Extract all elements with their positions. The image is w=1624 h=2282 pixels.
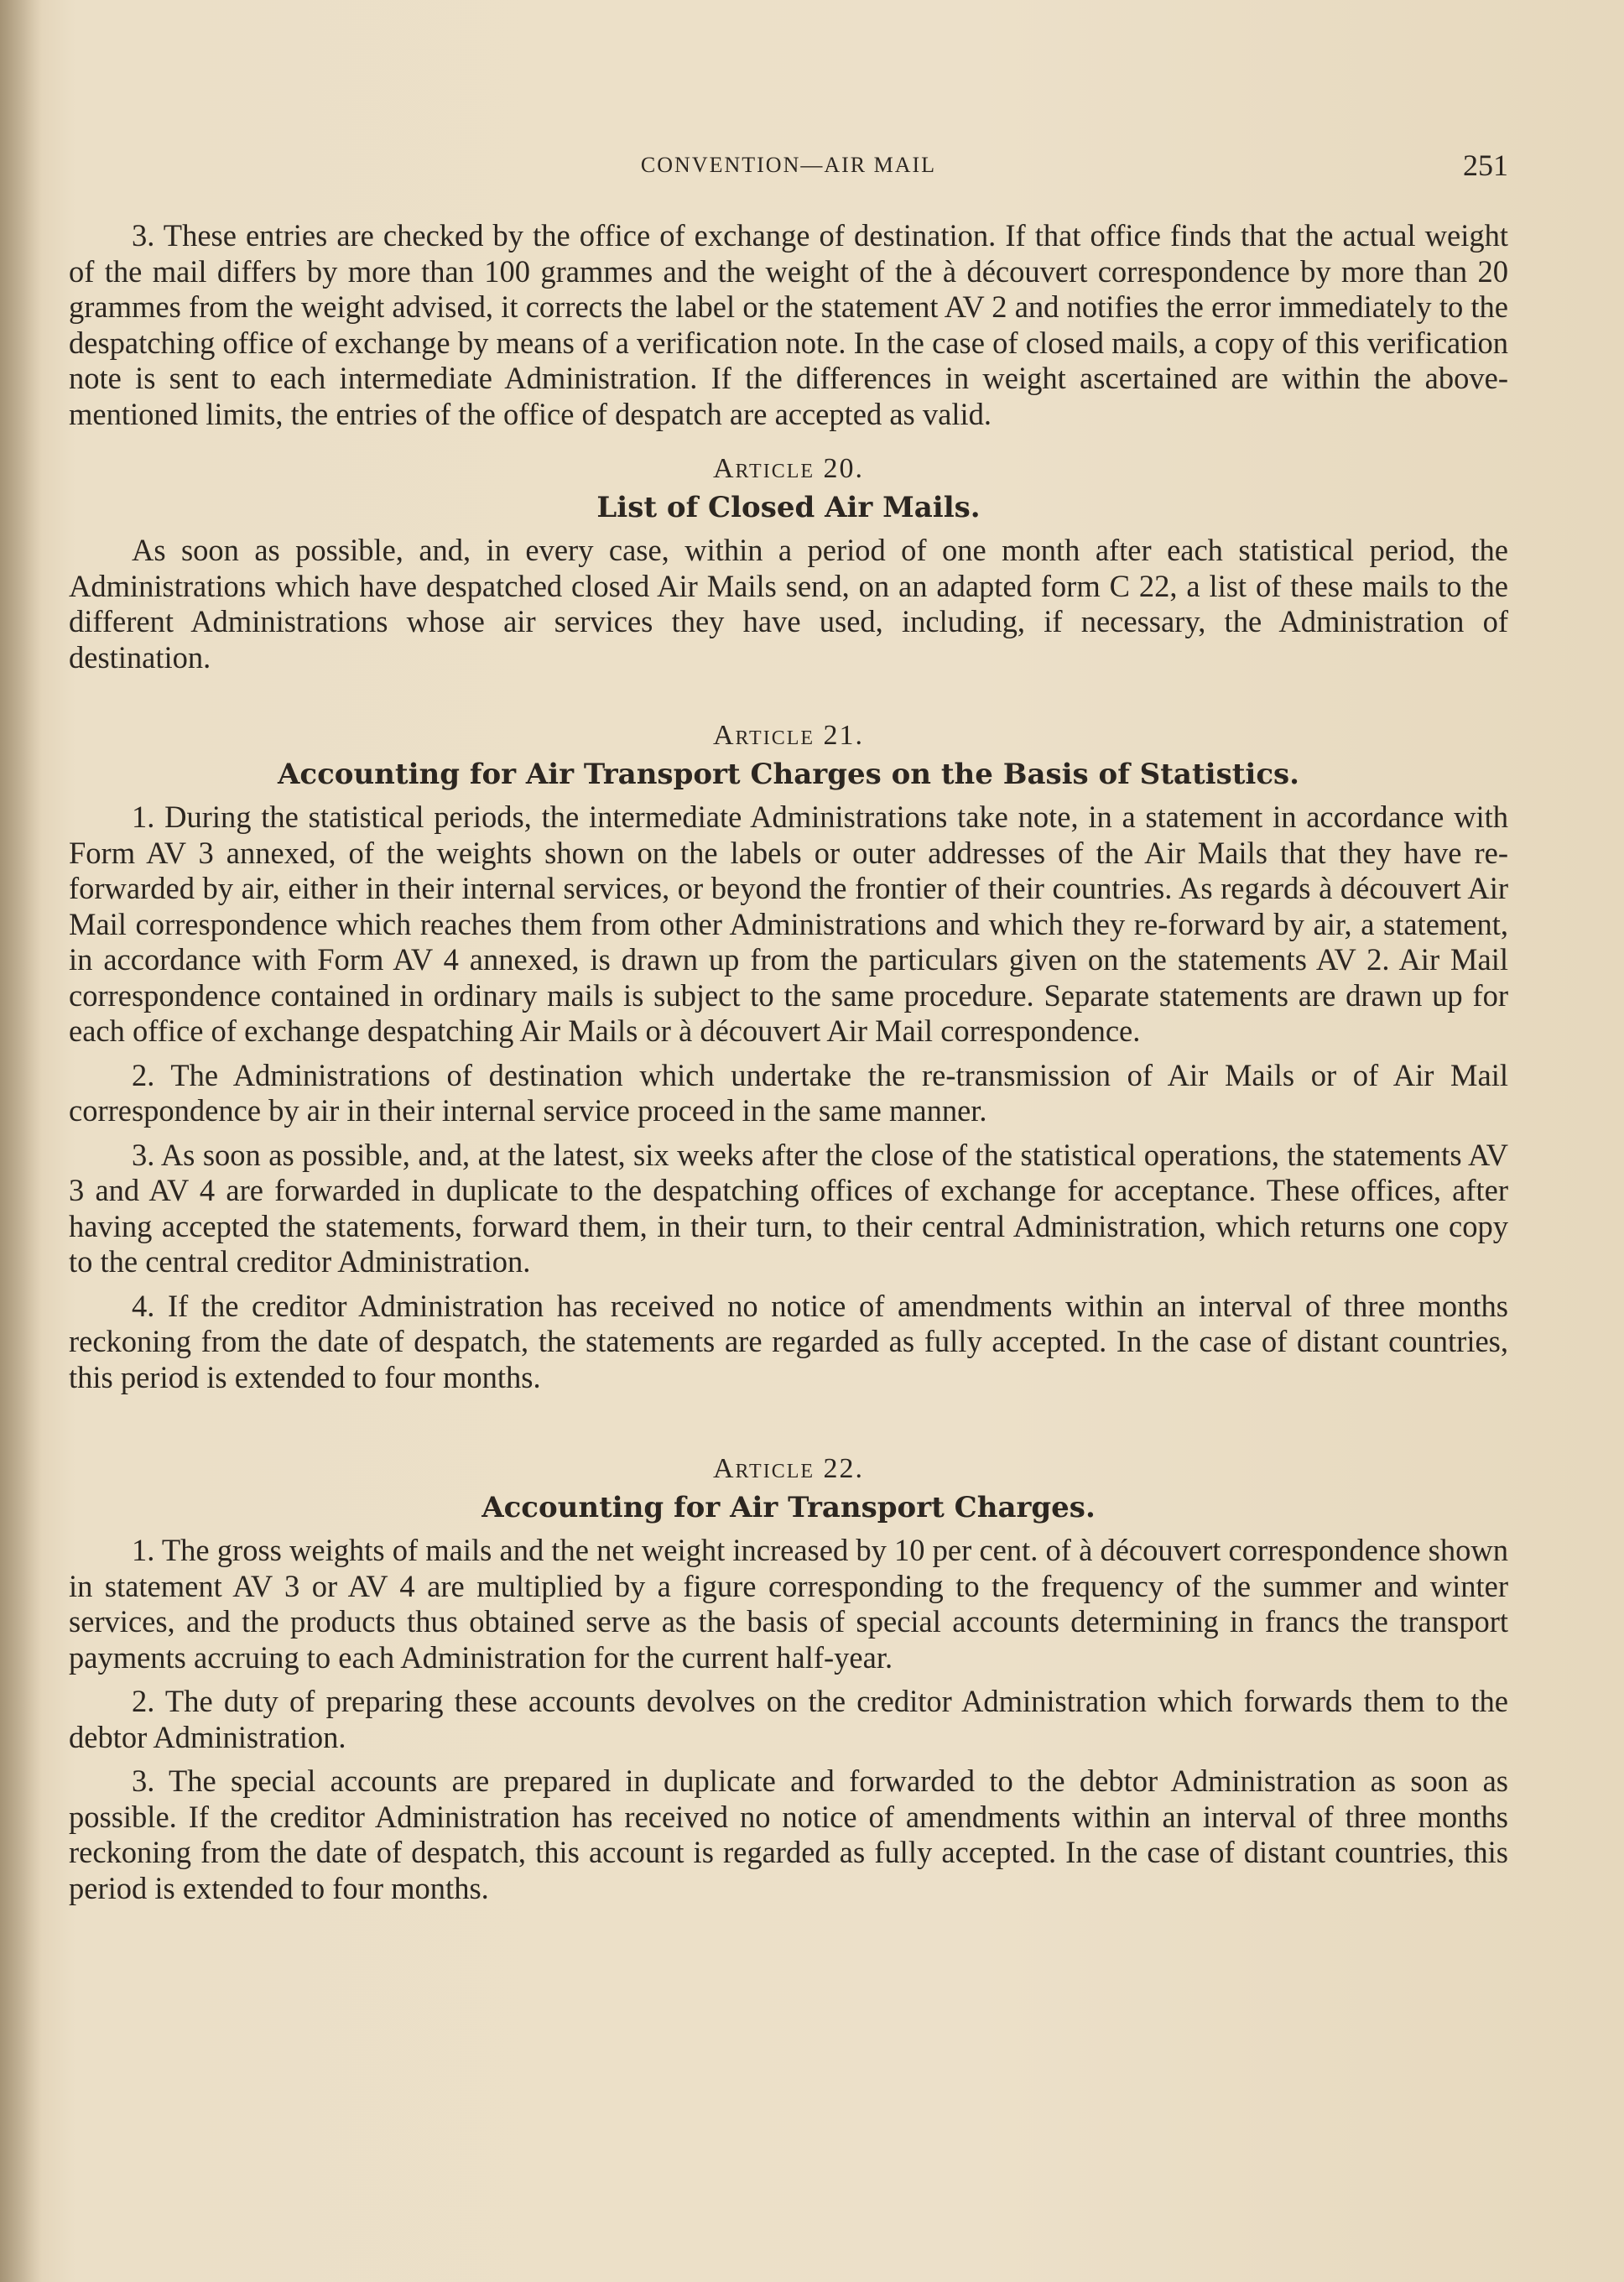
paragraph: 1. The gross weights of mails and the net weight increased by 10 per cent. of à découvert correspondence shown in statement AV 3 or AV 4 are multiplied by a figure corresponding to the frequency of the summer and winter services, and the products thus obtained serve as the basis of special accounts determining in francs the transport payments accruing to each Administration for the current half-year. <box>69 1533 1508 1675</box>
running-head: CONVENTION—AIR MAIL <box>640 153 937 177</box>
article-title: Accounting for Air Transport Charges on the Basis of Statistics. <box>277 758 1300 791</box>
paragraph: 1. During the statistical periods, the intermediate Administrations take note, in a statement in accordance with Form AV 3 annexed, of the weights shown on the labels or outer addresses of the Air Mails that they have re-forwarded by air, either in their internal services, or beyond the frontier of their countries. As regards à découvert Air Mail correspondence which reaches them from other Administrations and which they re-forward by air, a statement, in accordance with Form AV 4 annexed, is drawn up from the particulars given on the statements AV 2. Air Mail correspondence contained in ordinary mails is subject to the same procedure. Separate statements are drawn up for each office of exchange despatching Air Mails or à découvert Air Mail correspondence. <box>69 800 1508 1048</box>
article-heading: Article 21. <box>712 720 865 751</box>
paragraph: 2. The Administrations of destination which undertake the re-transmission of Air Mails or of Air Mail correspondence by air in their internal service proceed in the same manner. <box>69 1057 1508 1128</box>
paragraph: 2. The duty of preparing these accounts devolves on the creditor Administration which forwards them to the debtor Administration. <box>69 1684 1508 1754</box>
page-body <box>69 218 1508 1915</box>
spacer <box>69 684 1508 699</box>
paragraph: 3. As soon as possible, and, at the latest, six weeks after the close of the statistical operations, the statements AV 3 and AV 4 are forwarded in duplicate to the despatching offices of exchange for acceptance. These offices, after having accepted the statements, forward them, in their turn, to their central Administration, which returns one copy to the central creditor Administration. <box>69 1137 1508 1279</box>
paragraph: As soon as possible, and, in every case, within a period of one month after each statistical period, the Administrations which have despatched closed Air Mails send, on an adapted form C 22, a list of these mails to the different Administrations whose air services they have used, including, if necessary, the Administration of destination. <box>69 533 1508 675</box>
spacer <box>69 1404 1508 1432</box>
paragraph: 4. If the creditor Administration has received no notice of amendments within an interval of three months reckoning from the date of despatch, the statements are regarded as fully accepted. In the case of distant countries, this period is extended to four months. <box>69 1288 1508 1394</box>
gutter-shadow <box>0 0 42 2282</box>
paragraph: 3. These entries are checked by the office of exchange of destination. If that office finds that the actual weight of the mail differs by more than 100 grammes and the weight of the à découvert correspondence by more than 20 grammes from the weight advised, it corrects the label or the statement AV 2 and notifies the error immediately to the despatching office of exchange by means of a verification note. In the case of closed mails, a copy of this verification note is sent to each intermediate Administration. If the differences in weight ascertained are within the above-mentioned limits, the entries of the office of despatch are accepted as valid. <box>69 218 1508 431</box>
article-heading: Article 22. <box>712 1453 865 1484</box>
article-title: List of Closed Air Mails. <box>596 491 981 524</box>
article-heading: Article 20. <box>712 453 865 484</box>
page-header <box>69 148 1508 190</box>
paragraph: 3. The special accounts are prepared in duplicate and forwarded to the debtor Administration as soon as possible. If the creditor Administration has received no notice of amendments within an interval of three months reckoning from the date of despatch, this account is regarded as fully accepted. In the case of distant countries, this period is extended to four months. <box>69 1764 1508 1905</box>
page-number: 251 <box>1463 148 1508 182</box>
article-title: Accounting for Air Transport Charges. <box>481 1491 1096 1524</box>
